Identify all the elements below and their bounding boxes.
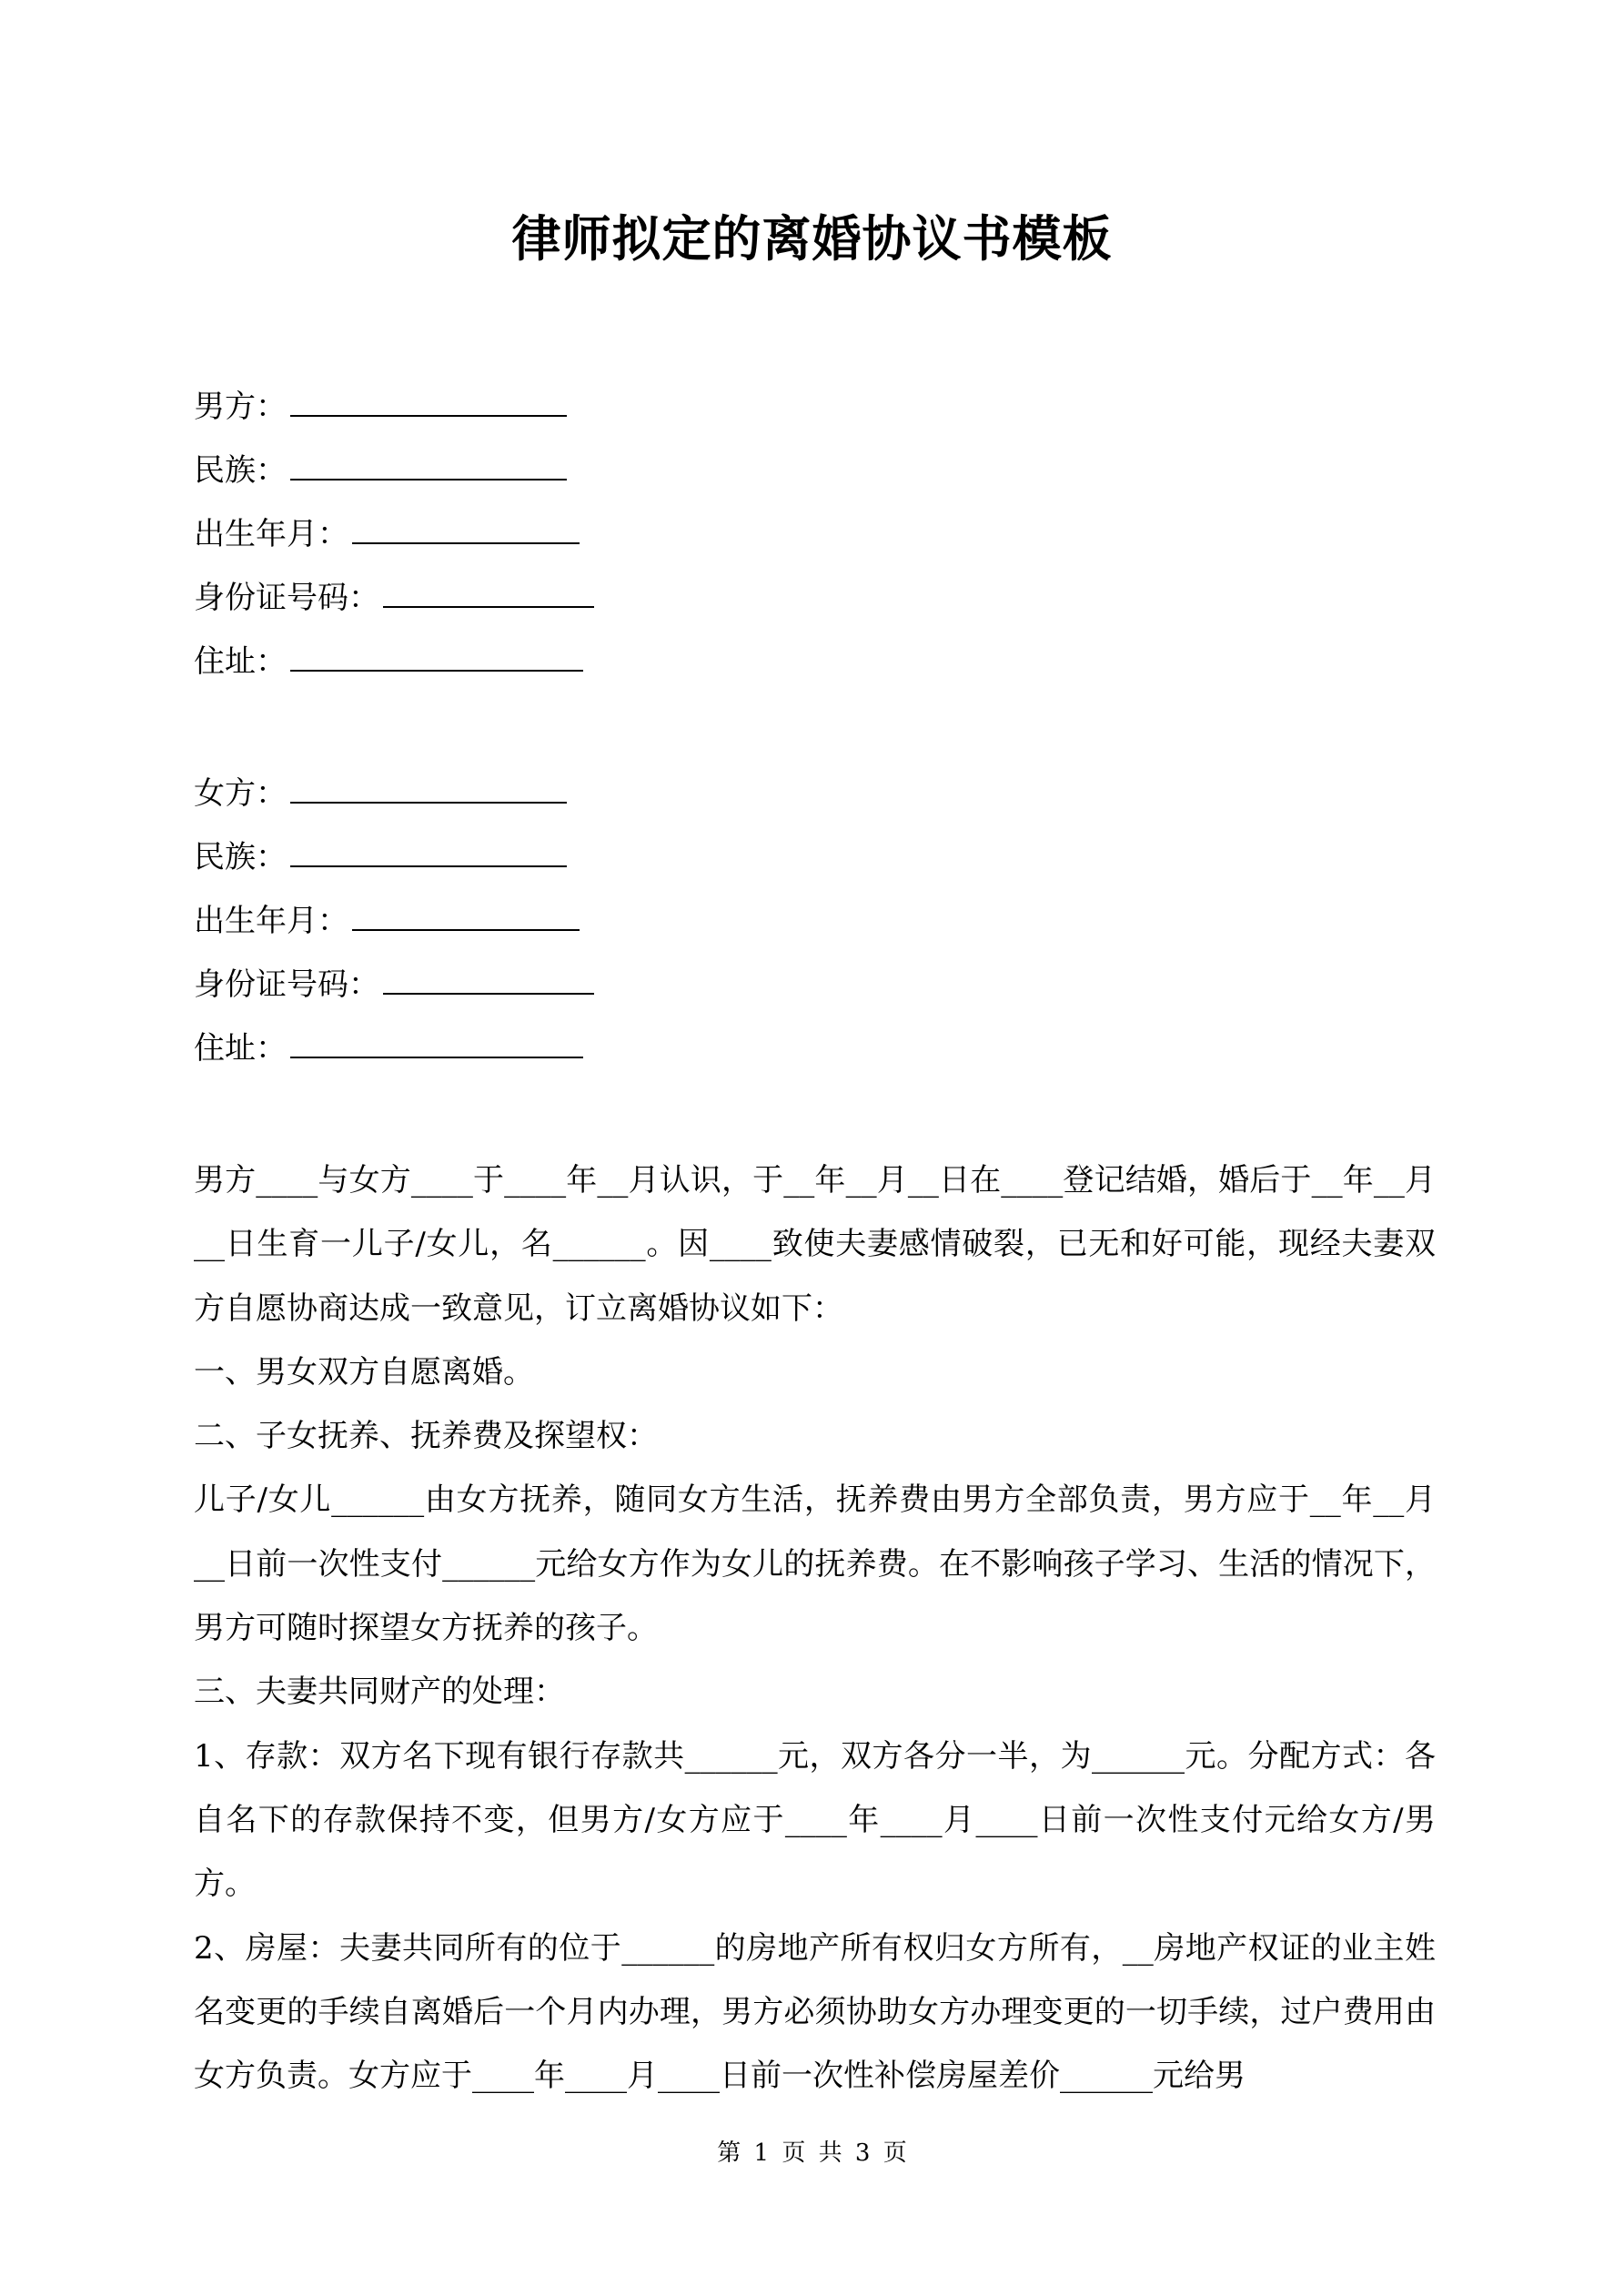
field-row-male-birth — [194, 502, 1468, 566]
blank-line-male-party — [290, 388, 567, 417]
blank-line-male-birth — [352, 515, 580, 544]
field-label-female-party: 女方： — [194, 775, 287, 812]
blank-line-male-id-number — [383, 579, 594, 608]
field-label-male-birth: 出生年月： — [194, 516, 348, 552]
deposits-paragraph: 1、存款：双方名下现有银行存款共______元，双方各分一半，为______元。分配方式：各自名下的存款保持不变，但男方/女方应于____年____月____日前一次性支付元给女方/男方。 — [194, 1737, 1436, 1903]
blank-line-female-party — [290, 774, 567, 804]
property-paragraph: 2、房屋：夫妻共同所有的位于______的房地产所有权归女方所有，__房地产权证的业主姓名变更的手续自离婚后一个月内办理，男方必须协助女方办理变更的一切手续，过户费用由女方负责。女方应于____年____月____日前一次性补偿房屋差价______元给男 — [194, 1929, 1436, 2095]
field-label-male-address: 住址： — [194, 643, 287, 680]
field-label-male-party: 男方： — [194, 389, 287, 425]
field-label-female-id-number: 身份证号码： — [194, 966, 379, 1003]
field-label-female-ethnicity: 民族： — [194, 839, 287, 875]
blank-line-female-birth — [352, 902, 580, 931]
clause-3-heading: 三、夫妻共同财产的处理： — [194, 1674, 565, 1711]
field-label-female-address: 住址： — [194, 1030, 287, 1067]
blank-line-male-address — [290, 642, 583, 672]
clause-2-heading: 二、子女抚养、抚养费及探望权： — [194, 1418, 658, 1455]
intro-paragraph: 男方____与女方____于____年__月认识，于__年__月__日在____登记结婚，婚后于__年__月__日生育一儿子/女儿，名______。因____致使夫妻感情破裂，已无和好可能，现经夫妻双方自愿协商达成一致意见，订立离婚协议如下： — [194, 1162, 1436, 1327]
field-row-male-party — [194, 375, 1468, 439]
field-label-male-ethnicity: 民族： — [194, 452, 287, 489]
agreement-body — [194, 1148, 1436, 2108]
field-label-male-id-number: 身份证号码： — [194, 580, 379, 616]
field-row-female-birth — [194, 889, 1468, 953]
field-row-male-id-number — [194, 566, 1468, 630]
field-row-female-ethnicity — [194, 825, 1468, 889]
blank-line-female-id-number — [383, 966, 594, 995]
male-party-fields — [194, 375, 1468, 693]
child-custody-paragraph: 儿子/女儿______由女方抚养，随同女方生活，抚养费由男方全部负责，男方应于__年__月__日前一次性支付______元给女方作为女儿的抚养费。在不影响孩子学习、生活的情况下，男方可随时探望女方抚养的孩子。 — [194, 1482, 1436, 1647]
blank-line-female-address — [290, 1029, 583, 1058]
field-row-male-address — [194, 630, 1468, 693]
field-row-female-id-number — [194, 953, 1468, 1017]
field-label-female-birth: 出生年月： — [194, 903, 348, 939]
field-row-male-ethnicity — [194, 439, 1468, 502]
field-row-female-party — [194, 762, 1468, 825]
document-title: 律师拟定的离婚协议书模板 — [511, 209, 1113, 268]
page-footer: 第 1 页 共 3 页 — [717, 2139, 907, 2167]
blank-line-female-ethnicity — [290, 838, 567, 867]
clause-1-heading: 一、男女双方自愿离婚。 — [194, 1353, 534, 1391]
field-row-female-address — [194, 1017, 1468, 1080]
female-party-fields — [194, 762, 1468, 1080]
blank-line-male-ethnicity — [290, 451, 567, 480]
